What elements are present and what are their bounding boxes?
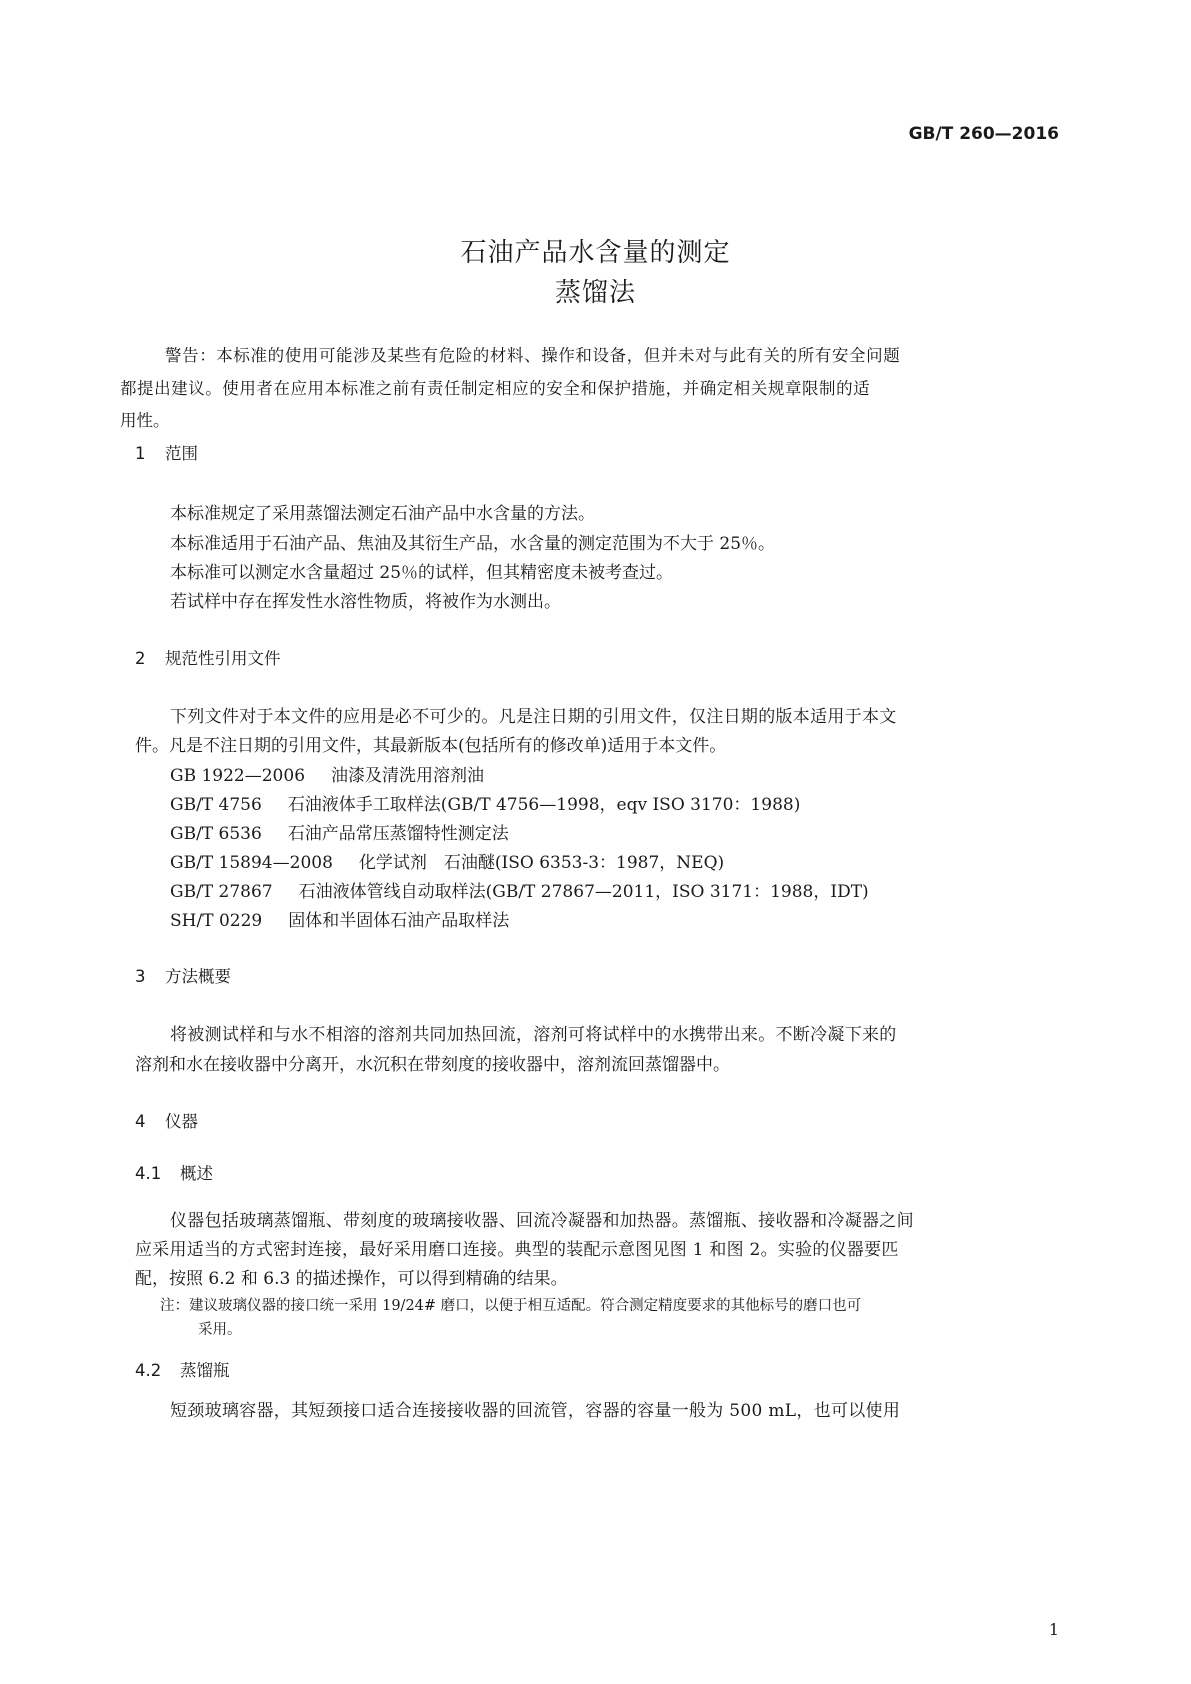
reference-item: [170, 848, 724, 873]
reference-title: 石油产品常压蒸馏特性测定法: [287, 824, 509, 844]
section-heading-2: [135, 645, 281, 669]
reference-title: 石油液体管线自动取样法(GB/T 27867—2011，ISO 3171：1988，IDT): [298, 882, 869, 902]
section-title: 方法概要: [165, 967, 231, 986]
subsection-heading-4-1: [135, 1160, 213, 1184]
section-number: 3: [135, 967, 146, 986]
subsection-number: 4.1: [135, 1164, 162, 1183]
subsection-title: 概述: [180, 1164, 213, 1183]
reference-code: GB/T 27867: [170, 882, 273, 902]
standard-number: GB/T 260—2016: [908, 124, 1059, 144]
reference-code: GB/T 6536: [170, 824, 262, 844]
reference-item: [170, 906, 509, 931]
document-title: 石油产品水含量的测定: [460, 238, 731, 268]
reference-code: GB 1922—2006: [170, 766, 306, 786]
paragraph: 将被测试样和与水不相溶的溶剂共同加热回流，溶剂可将试样中的水携带出来。不断冷凝下来的: [170, 1025, 897, 1045]
warning-line: 警告：本标准的使用可能涉及某些有危险的材料、操作和设备，但并未对与此有关的所有安全问题: [165, 346, 901, 365]
section-heading-4: [135, 1108, 198, 1132]
section-title: 规范性引用文件: [165, 649, 281, 668]
paragraph: 短颈玻璃容器，其短颈接口适合连接接收器的回流管，容器的容量一般为 500 mL，也可以使用: [170, 1401, 901, 1421]
reference-item: [170, 819, 509, 844]
paragraph: 本标准规定了采用蒸馏法测定石油产品中水含量的方法。: [170, 504, 595, 524]
warning-line: 都提出建议。使用者在应用本标准之前有责任制定相应的安全和保护措施，并确定相关规章限制的适: [120, 378, 871, 398]
section-number: 2: [135, 649, 146, 668]
paragraph: 件。凡是不注日期的引用文件，其最新版本(包括所有的修改单)适用于本文件。: [135, 736, 727, 756]
reference-item: [170, 761, 484, 786]
note: 注：建议玻璃仪器的接口统一采用 19/24# 磨口，以便于相互适配。符合测定精度要求的其他标号的磨口也可: [160, 1298, 862, 1314]
paragraph: 配，按照 6.2 和 6.3 的描述操作，可以得到精确的结果。: [135, 1269, 568, 1289]
reference-code: GB/T 15894—2008: [170, 853, 333, 873]
paragraph: 若试样中存在挥发性水溶性物质，将被作为水测出。: [170, 592, 561, 612]
paragraph: 下列文件对于本文件的应用是必不可少的。凡是注日期的引用文件，仅注日期的版本适用于本文: [170, 707, 897, 727]
section-number: 4: [135, 1112, 146, 1131]
document-subtitle: 蒸馏法: [554, 278, 636, 308]
paragraph: 本标准可以测定水含量超过 25％的试样，但其精密度未被考查过。: [170, 563, 674, 583]
paragraph: 应采用适当的方式密封连接，最好采用磨口连接。典型的装配示意图见图 1 和图 2。实验的仪器要匹: [135, 1240, 899, 1260]
reference-title: 化学试剂 石油醚(ISO 6353-3：1987，NEQ): [358, 853, 725, 873]
note-continued: 采用。: [198, 1322, 242, 1338]
reference-code: SH/T 0229: [170, 911, 263, 931]
warning-line: 用性。: [120, 411, 170, 430]
section-number: 1: [135, 444, 146, 463]
section-heading-3: [135, 963, 231, 987]
paragraph: 本标准适用于石油产品、焦油及其衍生产品，水含量的测定范围为不大于 25％。: [170, 534, 776, 554]
reference-code: GB/T 4756: [170, 795, 262, 815]
subsection-number: 4.2: [135, 1361, 162, 1380]
reference-title: 固体和半固体石油产品取样法: [288, 911, 510, 931]
reference-item: [170, 790, 800, 815]
page-number: 1: [1048, 1620, 1059, 1639]
subsection-title: 蒸馏瓶: [180, 1361, 230, 1380]
reference-title: 油漆及清洗用溶剂油: [331, 766, 485, 786]
reference-item: [170, 877, 869, 902]
subsection-heading-4-2: [135, 1357, 230, 1381]
section-title: 仪器: [165, 1112, 198, 1131]
warning-block: [120, 340, 1062, 438]
section-heading-1: [135, 440, 198, 464]
reference-title: 石油液体手工取样法(GB/T 4756—1998，eqv ISO 3170：1988): [287, 795, 801, 815]
paragraph: 溶剂和水在接收器中分离开，水沉积在带刻度的接收器中，溶剂流回蒸馏器中。: [135, 1055, 730, 1075]
section-title: 范围: [165, 444, 198, 463]
paragraph: 仪器包括玻璃蒸馏瓶、带刻度的玻璃接收器、回流冷凝器和加热器。蒸馏瓶、接收器和冷凝器之间: [170, 1211, 914, 1231]
